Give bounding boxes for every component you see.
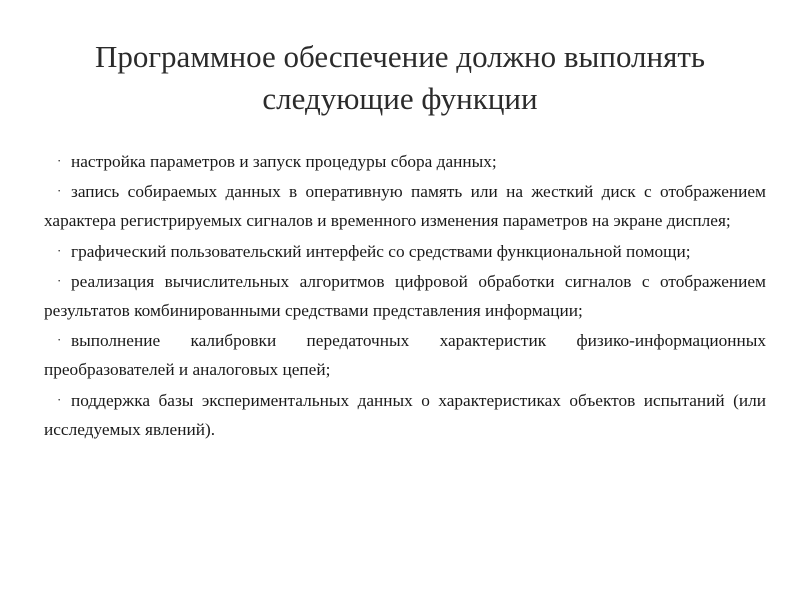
bullet-dot-icon: ·: [57, 272, 62, 288]
list-item-text: запись собираемых данных в оперативную память или на жесткий диск с отображением характера регистрируемых сигналов и временного изменения параметров на экране дисплея;: [44, 182, 766, 231]
list-item: [44, 146, 766, 176]
list-item-text: реализация вычислительных алгоритмов цифровой обработки сигналов с отображением результатов комбинированными средствами представления информации;: [44, 271, 766, 321]
bullet-dot-icon: ·: [57, 242, 62, 258]
bullet-dot-icon: ·: [57, 332, 62, 348]
slide-title: [20, 36, 780, 120]
list-item: [44, 325, 766, 384]
list-item-text: настройка параметров и запуск процедуры сбора данных;: [71, 152, 497, 171]
title-line-2: следующие функции: [262, 81, 538, 116]
list-item: [44, 266, 766, 325]
list-item: [44, 385, 766, 444]
bullet-dot-icon: ·: [57, 183, 62, 199]
list-item-text: графический пользовательский интерфейс со средствами функциональной помощи;: [71, 241, 691, 261]
bullet-dot-icon: ·: [57, 153, 62, 168]
list-item-text: поддержка базы экспериментальных данных о характеристиках объектов испытаний (или исследуемых явлений).: [44, 390, 766, 439]
list-item: [44, 236, 766, 266]
title-line-1: Программное обеспечение должно выполнять: [94, 39, 706, 74]
list-item-text: выполнение калибровки передаточных характеристик физико-информационных преобразователей и аналоговых цепей;: [44, 331, 766, 380]
list-item: [44, 176, 766, 235]
function-list: [44, 146, 766, 444]
bullet-dot-icon: ·: [57, 391, 62, 407]
